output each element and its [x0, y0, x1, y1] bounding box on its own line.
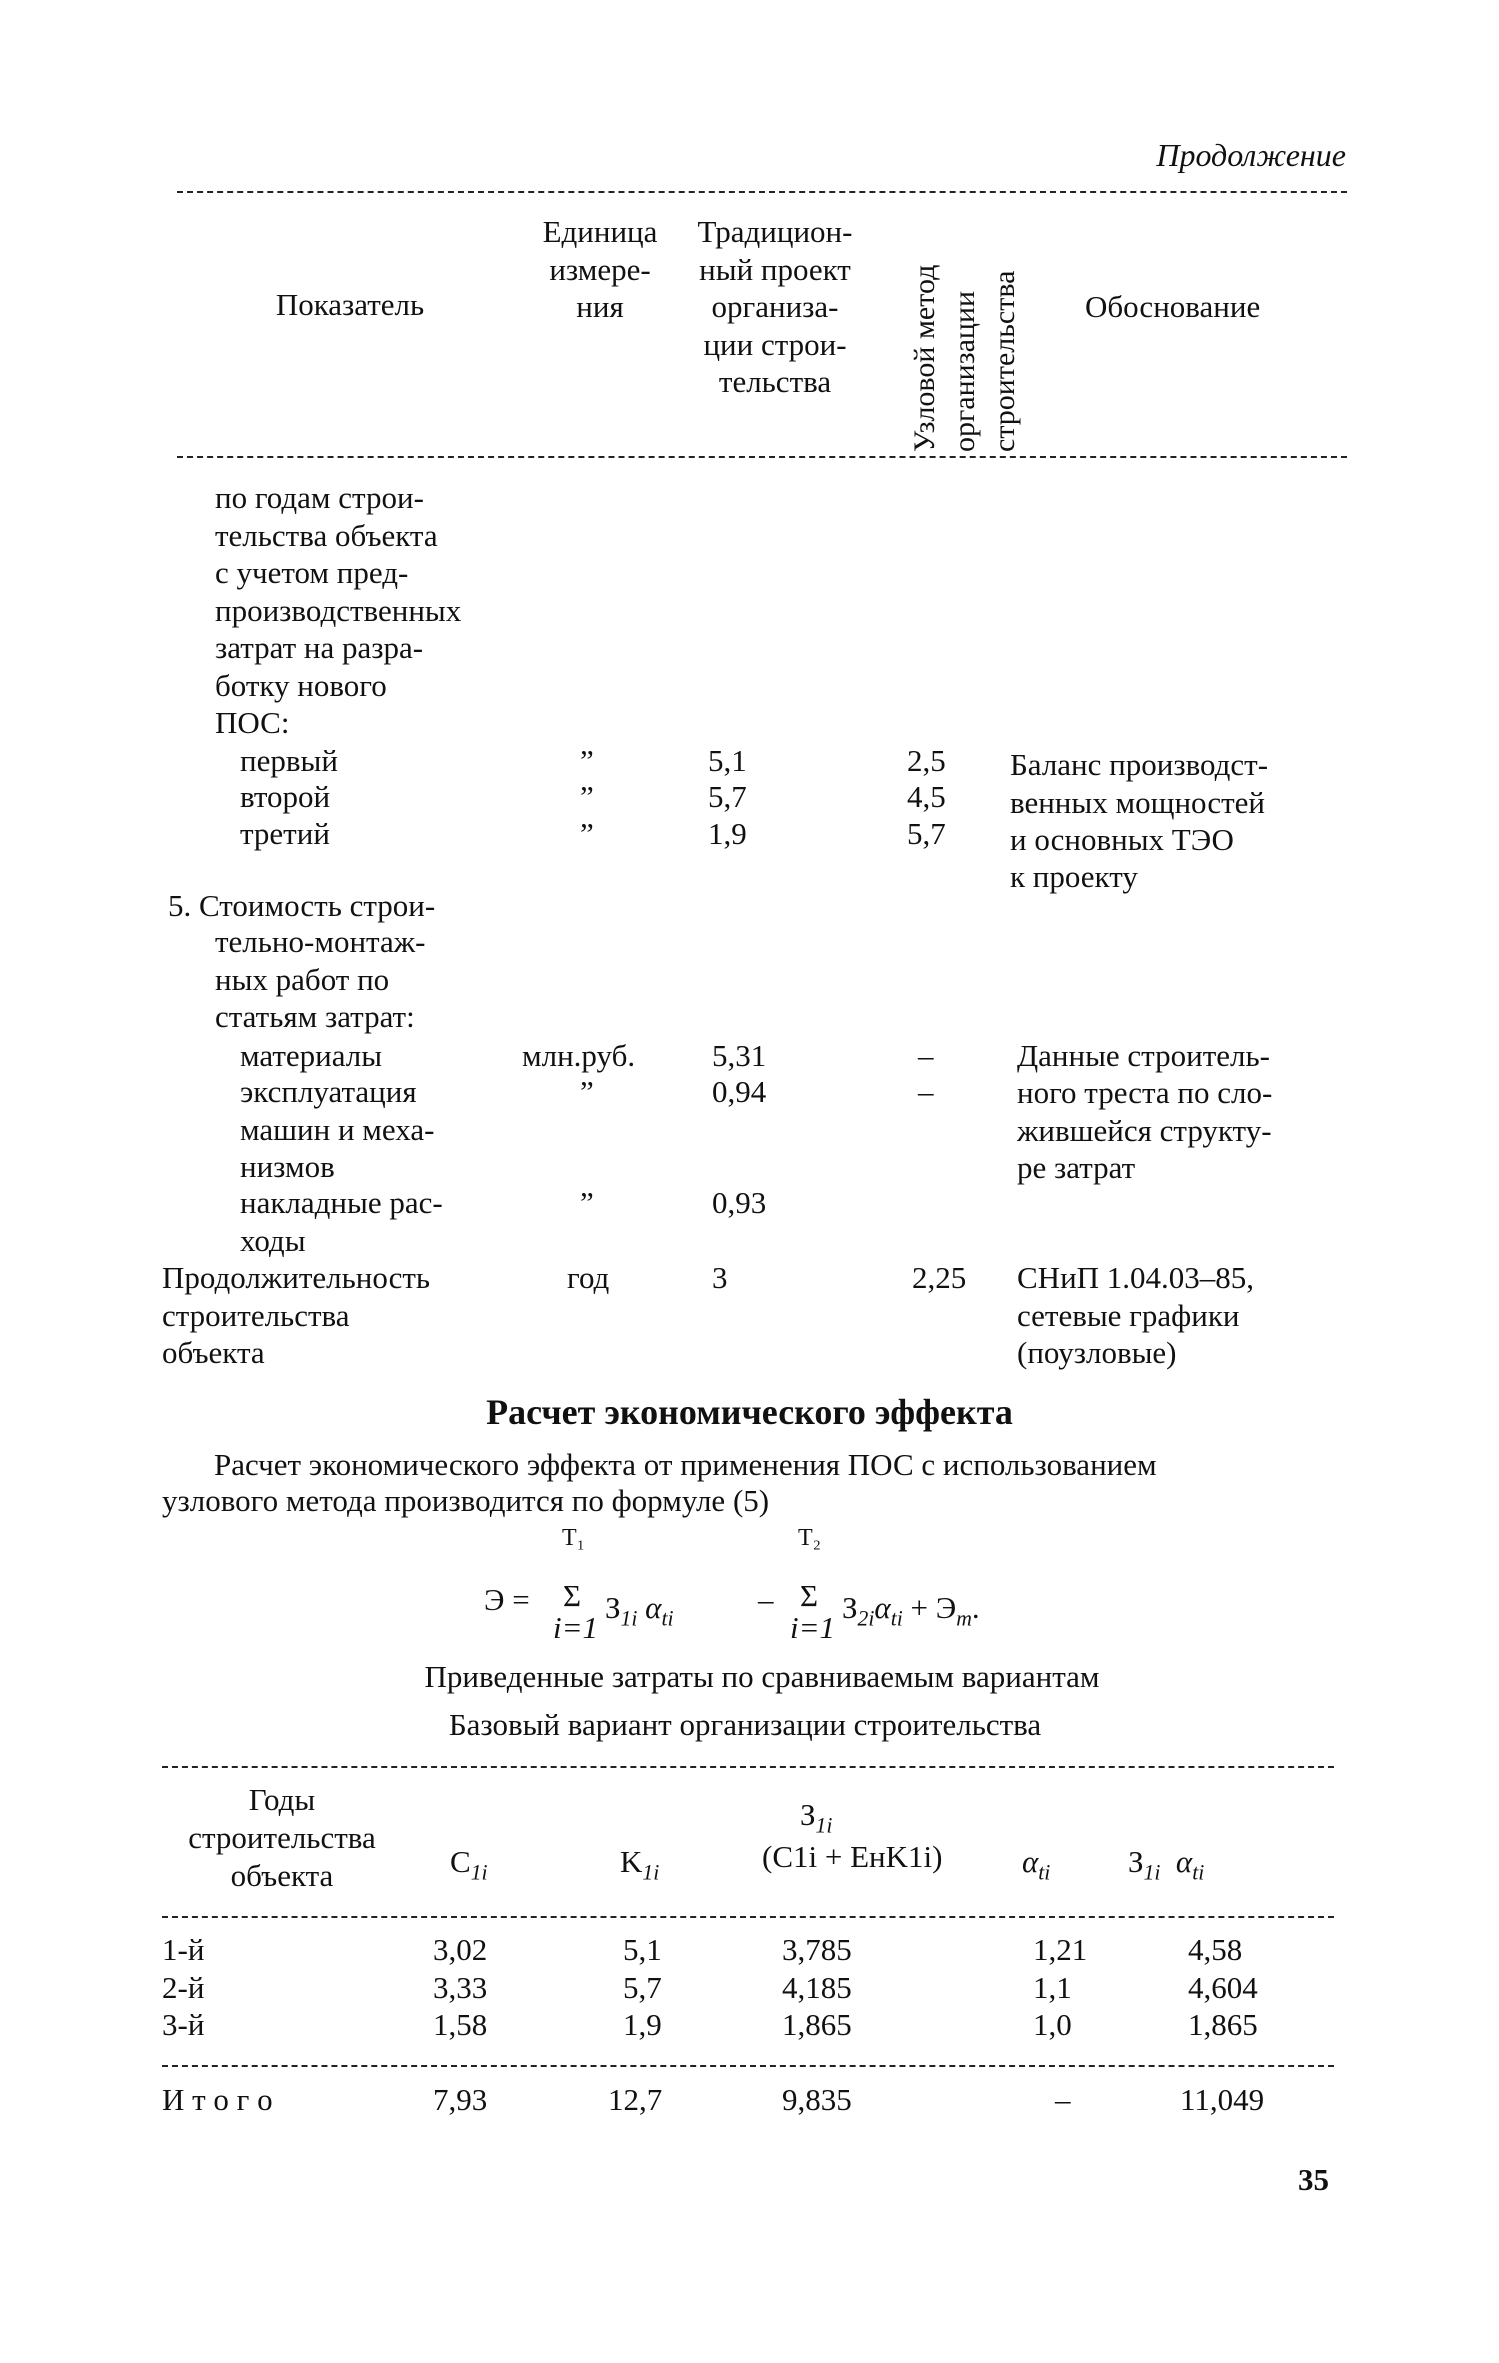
header-nodal-line: Узловой метод [908, 264, 941, 452]
justification-text: (поузловые) [1017, 1335, 1177, 1370]
row-traditional: 0,93 [712, 1185, 767, 1220]
header-unit-line: Единица [542, 214, 658, 249]
row-nodal: 5,7 [907, 816, 946, 851]
table2-top-rule [162, 1766, 1334, 1768]
caption: Приведенные затраты по сравниваемым вариантам [424, 1659, 1100, 1694]
row-traditional: 5,31 [712, 1038, 767, 1073]
row-traditional: 5,1 [708, 743, 747, 778]
row-nodal: 2,25 [912, 1260, 967, 1295]
cell-c: 3,02 [433, 1932, 488, 1967]
sum-lower-limit: i=1 [790, 1610, 836, 1645]
cell-z-alpha: 4,58 [1188, 1932, 1243, 1967]
cell-year: 1-й [162, 1932, 205, 1967]
row-nodal: – [918, 1038, 934, 1073]
header-nodal-line: строительства [988, 270, 1021, 452]
justification-text: СНиП 1.04.03–85, [1017, 1260, 1255, 1295]
cell-c: 1,58 [433, 2007, 488, 2042]
row-traditional: 5,7 [708, 779, 747, 814]
justification-text: ного треста по сло- [1017, 1075, 1273, 1110]
z-symbol: З [800, 1797, 816, 1832]
cell-k: 12,7 [608, 2082, 663, 2117]
cell-c: 7,93 [433, 2082, 488, 2117]
cell-k: 1,9 [623, 2007, 662, 2042]
row-unit: ” [580, 779, 594, 814]
justification-text: Баланс производст- [1010, 747, 1269, 782]
cell-c: 3,33 [433, 1970, 488, 2005]
row-label: материалы [240, 1038, 383, 1073]
justification-text: жившейся структу- [1017, 1113, 1272, 1148]
formula-term2 [842, 1590, 980, 1632]
indicator-text: производственных [215, 593, 462, 628]
table1-top-rule [177, 191, 1347, 193]
sum-upper-limit: T₂ [798, 1525, 822, 1551]
indicator-text: ботку нового [215, 668, 387, 703]
z-subscript: 1i [815, 1813, 833, 1838]
alpha-symbol: α [645, 1590, 662, 1625]
z-symbol: З [1128, 1844, 1144, 1879]
row-unit: ” [580, 743, 594, 778]
header-nodal-line: организации [948, 290, 981, 452]
row-label: второй [240, 779, 331, 814]
row-label: машин и меха- [240, 1112, 435, 1147]
indicator-text: затрат на разра- [215, 630, 424, 665]
alpha-symbol: α [1022, 1844, 1039, 1879]
header-traditional-line: Традицион- [697, 214, 853, 249]
header-traditional-line: ный проект [699, 252, 851, 287]
cell-z: 4,185 [782, 1970, 852, 2005]
sum-symbol: Σ [800, 1578, 819, 1613]
table2-header-rule [162, 1916, 1334, 1918]
header-years: строительства [188, 1820, 376, 1855]
header-traditional-line: тельства [718, 364, 832, 399]
header-unit-line: ния [576, 289, 624, 324]
formula-term1 [605, 1590, 674, 1632]
cell-z: 3,785 [782, 1932, 852, 1967]
row-label: Продолжительность [162, 1260, 431, 1295]
term-subscript: т [956, 1606, 972, 1631]
row-unit: год [567, 1260, 610, 1295]
header-k [620, 1842, 659, 1893]
header-years: Годы [248, 1782, 316, 1817]
indicator-text: статьям затрат: [215, 999, 415, 1034]
justification-text: венных мощностей [1010, 785, 1265, 820]
term-symbol: З [605, 1590, 621, 1625]
term-subscript: 2i [857, 1606, 875, 1631]
alpha-subscript: ti [661, 1606, 674, 1631]
cell-alpha: 1,0 [1033, 2007, 1072, 2042]
formula-end: . [971, 1590, 980, 1625]
header-justification: Обоснование [1085, 289, 1261, 324]
row-label: ходы [240, 1223, 306, 1258]
row-unit: ” [580, 1074, 594, 1109]
row-nodal: 4,5 [907, 779, 946, 814]
minus-sign: – [758, 1582, 774, 1617]
cell-k: 5,7 [623, 1970, 662, 2005]
z-subscript: 1i [1143, 1860, 1161, 1885]
table2-total-rule [162, 2065, 1334, 2067]
row-label: низмов [240, 1149, 335, 1184]
indicator-text: тельно-монтаж- [215, 924, 426, 959]
row-traditional: 0,94 [712, 1074, 767, 1109]
justification-text: ре затрат [1017, 1150, 1136, 1185]
sum-lower-limit: i=1 [553, 1610, 599, 1645]
term-symbol: З [842, 1590, 858, 1625]
row-label: первый [240, 743, 338, 778]
row-unit: млн.руб. [522, 1038, 636, 1073]
cell-z: 9,835 [782, 2082, 852, 2117]
justification-text: к проекту [1010, 859, 1138, 894]
row-label: объекта [162, 1335, 265, 1370]
indicator-text: ПОС: [215, 705, 290, 740]
cell-year: 2-й [162, 1970, 205, 2005]
term-subscript: 1i [620, 1606, 638, 1631]
cell-alpha: 1,1 [1033, 1970, 1072, 2005]
row-traditional: 3 [712, 1260, 728, 1295]
row-traditional: 1,9 [708, 816, 747, 851]
caption: Базовый вариант организации строительства [448, 1707, 1042, 1742]
header-c [450, 1842, 488, 1893]
cell-alpha: – [1055, 2082, 1071, 2117]
header-traditional-line: организа- [711, 289, 839, 324]
header-z-alpha [1128, 1842, 1204, 1893]
indicator-text: по годам строи- [215, 480, 424, 515]
header-alpha [1022, 1842, 1050, 1893]
cell-alpha: 1,21 [1033, 1932, 1088, 1967]
header-traditional-line: ции строи- [703, 327, 847, 362]
indicator-text: ных работ по [215, 962, 390, 997]
paragraph-line: узлового метода производится по формуле (5) [162, 1483, 770, 1518]
row-label: третий [240, 816, 330, 851]
sum-upper-limit: T₁ [562, 1525, 586, 1551]
cell-total-label: И т о г о [162, 2082, 273, 2117]
indicator-text: с учетом пред- [215, 555, 409, 590]
cell-z-alpha: 4,604 [1188, 1970, 1258, 2005]
cell-z: 1,865 [782, 2007, 852, 2042]
alpha-subscript: ti [1192, 1860, 1205, 1885]
row-unit: ” [580, 816, 594, 851]
cell-z-alpha: 11,049 [1180, 2082, 1265, 2117]
alpha-symbol: α [874, 1590, 891, 1625]
table1-header-rule [177, 456, 1347, 458]
k-symbol: K [620, 1844, 643, 1879]
row-unit: ” [580, 1185, 594, 1220]
header-z-formula: (C1i + EнK1i) [762, 1839, 943, 1874]
row-nodal: 2,5 [907, 743, 946, 778]
header-years: объекта [230, 1858, 334, 1893]
plus-term: + Э [910, 1590, 957, 1625]
justification-text: сетевые графики [1017, 1298, 1240, 1333]
cell-year: 3-й [162, 2007, 205, 2042]
cell-z-alpha: 1,865 [1188, 2007, 1258, 2042]
cell-k: 5,1 [623, 1932, 662, 1967]
section-title: Расчет экономического эффекта [486, 1392, 1013, 1432]
header-indicator: Показатель [275, 287, 425, 322]
justification-text: Данные строитель- [1017, 1038, 1270, 1073]
sum-symbol: Σ [563, 1578, 582, 1613]
c-symbol: C [450, 1844, 471, 1879]
row-label: строительства [162, 1298, 350, 1333]
paragraph-line: Расчет экономического эффекта от применения ПОС с использованием [214, 1447, 1157, 1482]
k-subscript: 1i [642, 1860, 660, 1885]
continuation-label: Продолжение [1156, 137, 1346, 173]
justification-text: и основных ТЭО [1010, 822, 1234, 857]
c-subscript: 1i [470, 1860, 488, 1885]
row-label: эксплуатация [240, 1074, 417, 1109]
header-unit-line: измере- [549, 252, 651, 287]
indicator-text: тельства объекта [215, 518, 438, 553]
alpha-subscript: ti [1038, 1860, 1051, 1885]
row-label: накладные рас- [240, 1185, 443, 1220]
alpha-subscript: ti [890, 1606, 903, 1631]
row-nodal: – [918, 1074, 934, 1109]
page-number: 35 [1298, 2162, 1329, 2197]
indicator-text: 5. Стоимость строи- [168, 888, 436, 923]
formula-lhs: Э = [484, 1582, 530, 1617]
alpha-symbol: α [1175, 1844, 1193, 1879]
header-nodal-method [905, 208, 1030, 452]
